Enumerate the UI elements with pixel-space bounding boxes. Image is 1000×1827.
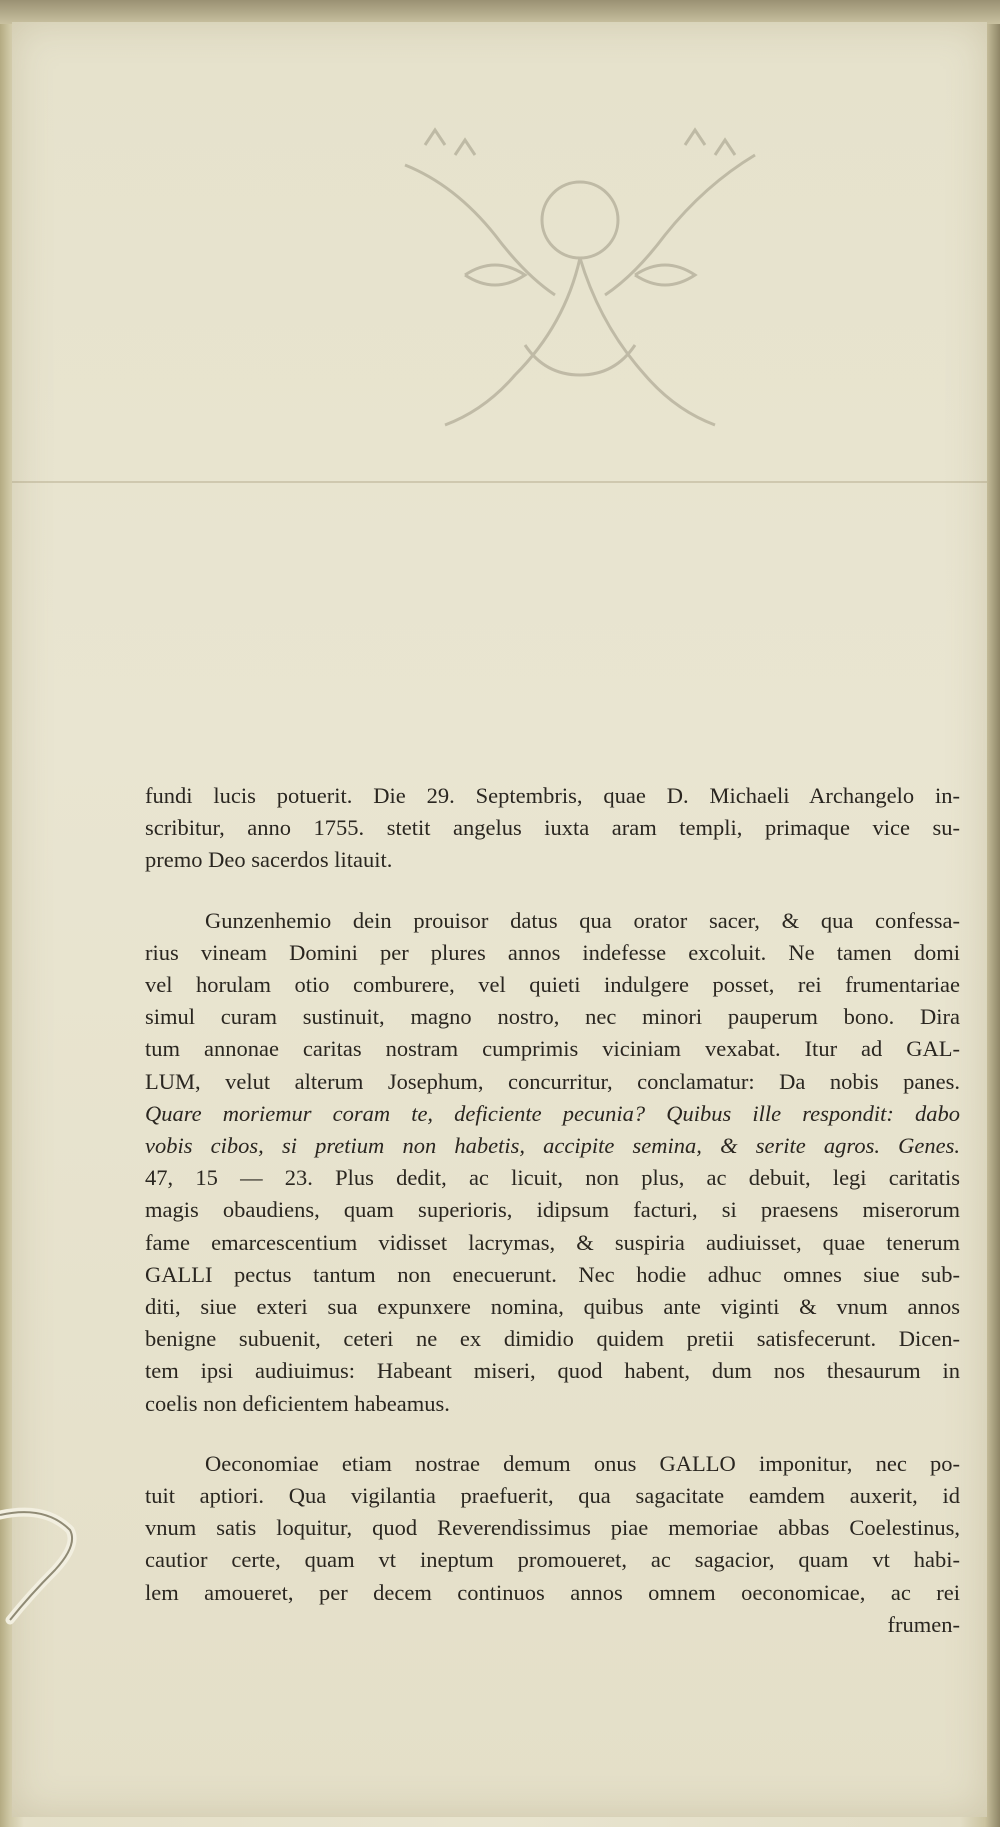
text-line: scribitur, anno 1755. stetit angelus iuxta aram templi, primaque vice su- [145,815,960,841]
text-line: GALLI pectus tantum non enecuerunt. Nec hodie adhuc omnes siue sub- [145,1261,960,1287]
text-line: Gunzenhemio dein prouisor datus qua orator sacer, & qua confessa- [205,907,960,933]
catchword: frumen- [887,1611,960,1637]
text-line: cautior certe, quam vt ineptum promoueret, ac sagacior, quam vt habi- [145,1547,960,1573]
text-line: benigne subuenit, ceteri ne ex dimidio quidem pretii satisfecerunt. Dicen- [145,1326,960,1352]
text-line: vnum satis loquitur, quod Reverendissimus piae memoriae abbas Coelestinus, [145,1515,960,1541]
text-line: vel horulam otio comburere, vel quieti indulgere posset, rei frumentariae [145,972,960,998]
text-line: diti, siue exteri sua expunxere nomina, quibus ante viginti & vnum annos [145,1294,960,1320]
paragraph-3 [145,1448,960,1641]
fold-line [12,481,987,483]
text-line: coelis non deficientem habeamus. [145,1390,450,1416]
text-line: fame emarcescentium vidisset lacrymas, & suspiria audiuisset, quae tenerum [145,1229,960,1255]
text-line: rius vineam Domini per plures annos indefesse excoluit. Ne tamen domi [145,939,960,965]
text-line: simul curam sustinuit, magno nostro, nec minori pauperum bono. Dira [145,1004,960,1030]
text-line: fundi lucis potuerit. Die 29. Septembris, quae D. Michaeli Archangelo in- [145,783,960,808]
text-line: tem ipsi audiuimus: Habeant miseri, quod habent, dum nos thesaurum in [145,1358,960,1384]
body-text [145,780,960,1641]
text-line: lem amoueret, per decem continuos annos omnem oeconomicae, ac rei [145,1579,960,1605]
paragraph-1 [145,780,960,877]
text-line: vobis cibos, si pretium non habetis, accipite semina, & serite agros. Genes. [145,1133,960,1159]
text-line: LUM, velut alterum Josephum, concurritur, conclamatur: Da nobis panes. [145,1068,960,1094]
text-line: magis obaudiens, quam superioris, idipsum facturi, si praesens miserorum [145,1197,960,1223]
text-line: Oeconomiae etiam nostrae demum onus GALLO imponitur, nec po- [205,1450,960,1476]
bleed-through-ornament [365,125,795,445]
page-top-edge [0,0,1000,24]
text-line: Quare moriemur coram te, deficiente pecunia? Quibus ille respondit: dabo [145,1100,960,1126]
paper-clip [0,1495,80,1645]
paragraph-2 [145,905,960,1420]
text-line: tum annonae caritas nostram cumprimis viciniam vexabat. Itur ad GAL- [145,1036,960,1062]
text-line: 47, 15 — 23. Plus dedit, ac licuit, non plus, ac debuit, legi caritatis [145,1165,960,1191]
text-line: premo Deo sacerdos litauit. [145,847,393,873]
text-line: tuit aptiori. Qua vigilantia praefuerit, qua sagacitate eamdem auxerit, id [145,1483,960,1509]
